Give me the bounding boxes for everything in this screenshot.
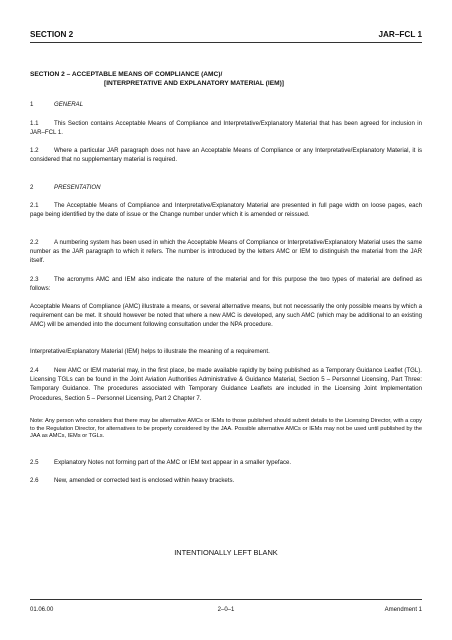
- paragraph-text: New, amended or corrected text is enclosed within heavy brackets.: [54, 477, 235, 484]
- footer-divider: [30, 599, 422, 600]
- intentionally-left-blank-notice: INTENTIONALLY LEFT BLANK: [174, 548, 278, 557]
- paragraph-text: Explanatory Notes not forming part of the AMC or IEM text appear in a smaller typeface.: [54, 459, 292, 466]
- paragraph-text: The Acceptable Means of Compliance and Interpretative/Explanatory Material are presented in full page width on loose pages, each page being identified by the date of issue or the Change number under which it is amended or reissued.: [30, 202, 422, 219]
- section-number: 2: [30, 184, 34, 191]
- paragraph-2-6: [30, 476, 422, 485]
- section-2-heading: [30, 183, 422, 192]
- note-paragraph: Note: Any person who considers that there may be alternative AMCs or IEMs to those published should submit details to the Licensing Director, with a copy to the Regulation Director, for alternatives to be properly considered by the JAA. Possible alternative AMCs or IEMs may not be used until published by the JAA as AMCs, IEMs or TGLs.: [30, 418, 422, 440]
- paragraph-number: 1.2: [30, 147, 39, 154]
- paragraph-1-2: [30, 146, 422, 164]
- section-title-line-1: SECTION 2 – ACCEPTABLE MEANS OF COMPLIANCE (AMC)/: [30, 71, 223, 78]
- paragraph-2-4: [30, 366, 422, 403]
- section-1-heading: [30, 100, 422, 109]
- paragraph-text: This Section contains Acceptable Means of Compliance and Interpretative/Explanatory Material that has been agreed for inclusion in JAR–FCL 1.: [30, 120, 422, 137]
- paragraph-number: 2.4: [30, 367, 39, 374]
- section-heading: PRESENTATION: [54, 184, 101, 191]
- section-title: [30, 70, 284, 88]
- paragraph-number: 2.6: [30, 477, 39, 484]
- section-number: 1: [30, 101, 34, 108]
- paragraph-text: A numbering system has been used in which the Acceptable Means of Compliance or Interpretative/Explanatory Material uses the same number as the JAR paragraph to which it refers. The number is introduced by the letters AMC or IEM to distinguish the material from the JAR itself.: [30, 239, 422, 265]
- footer-page-number: 2–0–1: [217, 607, 235, 613]
- paragraph-1-1: [30, 119, 422, 137]
- paragraph-number: 2.1: [30, 202, 39, 209]
- header-divider: [30, 42, 422, 43]
- iem-definition: Interpretative/Explanatory Material (IEM) helps to illustrate the meaning of a requirement.: [30, 348, 270, 355]
- paragraph-text: New AMC or IEM material may, in the first place, be made available rapidly by being published as a Temporary Guidance Leaflet (TGL). Licensing TGLs can be found in the Joint Aviation Authorities Administrative & Guidance Material, Section 5 – Personnel Licensing, Part Three: Temporary Guidance. The procedures associated with Temporary Guidance Leaflets are included in the Licensing Joint Implementation Procedures, Section 5 – Personnel Licensing, Part 2 Chapter 7.: [30, 367, 422, 402]
- paragraph-number: 2.2: [30, 239, 39, 246]
- footer-date: 01.06.00: [30, 607, 54, 613]
- header-document-label: JAR–FCL 1: [378, 30, 422, 39]
- paragraph-2-3: [30, 275, 422, 293]
- paragraph-2-2: [30, 238, 422, 266]
- section-title-line-2: [INTERPRETATIVE AND EXPLANATORY MATERIAL (IEM)]: [104, 80, 284, 87]
- footer-amendment: Amendment 1: [384, 607, 422, 613]
- section-heading: GENERAL: [54, 101, 84, 108]
- header-section-label: SECTION 2: [30, 30, 74, 39]
- paragraph-number: 1.1: [30, 120, 39, 127]
- paragraph-number: 2.5: [30, 459, 39, 466]
- paragraph-text: The acronyms AMC and IEM also indicate the nature of the material and for this purpose the two types of material are defined as follows:: [30, 276, 422, 293]
- amc-definition: Acceptable Means of Compliance (AMC) illustrate a means, or several alternative means, but not necessarily the only possible means by which a requirement can be met. It should however be noted that where a new AMC is developed, any such AMC (which may be additional to an existing AMC) will be amended into the document following consultation under the NPA procedure.: [30, 303, 422, 329]
- paragraph-2-5: [30, 458, 422, 467]
- paragraph-2-1: [30, 201, 422, 219]
- paragraph-number: 2.3: [30, 276, 39, 283]
- paragraph-text: Where a particular JAR paragraph does not have an Acceptable Means of Compliance or any Interpretative/Explanatory Material, it is considered that no supplementary material is required.: [30, 147, 422, 164]
